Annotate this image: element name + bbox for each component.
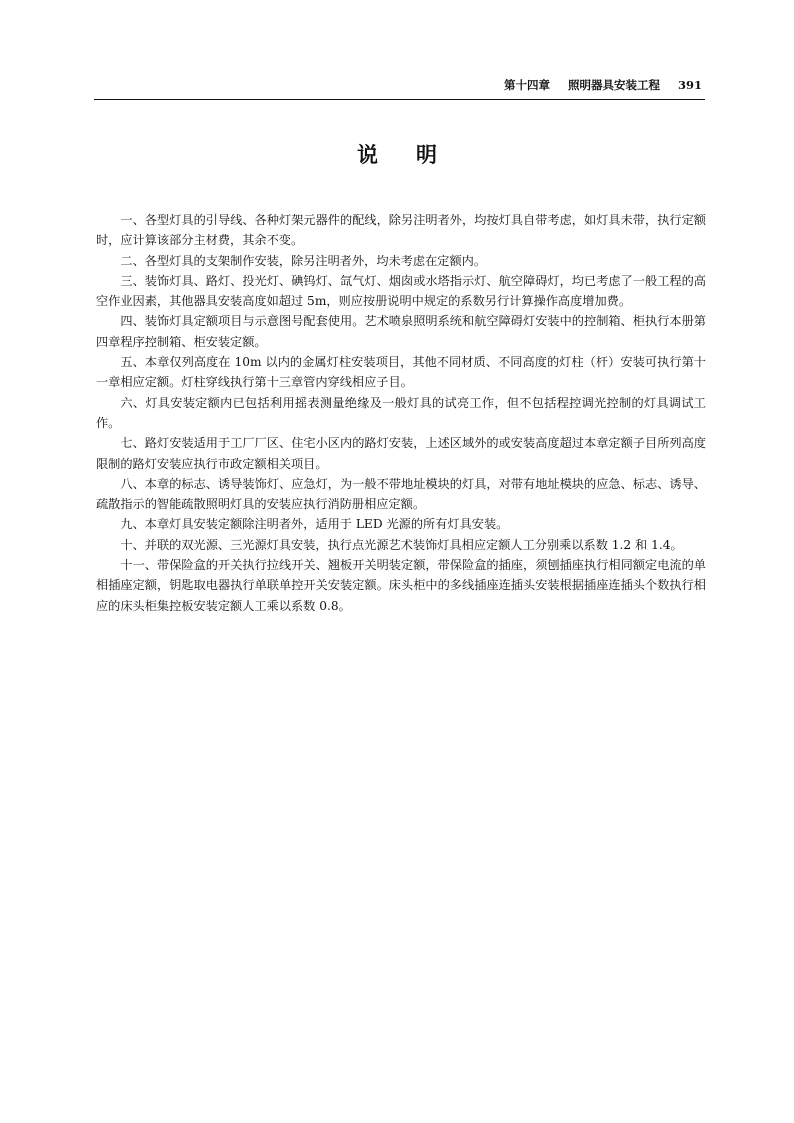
chapter-number: 第十四章 [503, 78, 550, 92]
running-header [96, 76, 702, 94]
header-rule [94, 99, 705, 100]
paragraph: 七、路灯安装适用于工厂厂区、住宅小区内的路灯安装，上述区域外的或安装高度超过本章定额子目所列高度限制的路灯安装应执行市政定额相关项目。 [96, 436, 706, 471]
section-title: 说明 [357, 142, 475, 167]
paragraph: 五、本章仅列高度在 10m 以内的金属灯柱安装项目，其他不同材质、不同高度的灯柱（杆）安装可执行第十一章相应定额。灯柱穿线执行第十三章管内穿线相应子目。 [96, 355, 706, 390]
paragraph: 三、装饰灯具、路灯、投光灯、碘钨灯、氙气灯、烟囱或水塔指示灯、航空障碍灯，均已考虑了一般工程的高空作业因素，其他器具安装高度如超过 5m，则应按册说明中规定的系数另行计算操作高度增加费。 [96, 273, 706, 309]
paragraph: 十、并联的双光源、三光源灯具安装，执行点光源艺术装饰灯具相应定额人工分别乘以系数 1.2 和 1.4。 [120, 537, 683, 552]
paragraph: 一、各型灯具的引导线、各种灯架元器件的配线，除另注明者外，均按灯具自带考虑，如灯具未带，执行定额时，应计算该部分主材费，其余不变。 [96, 213, 706, 248]
paragraph: 二、各型灯具的支架制作安装，除另注明者外，均未考虑在定额内。 [120, 253, 487, 268]
page-number: 391 [677, 78, 702, 92]
paragraph: 四、装饰灯具定额项目与示意图号配套使用。艺术喷泉照明系统和航空障碍灯安装中的控制箱、柜执行本册第四章程序控制箱、柜安装定额。 [96, 314, 706, 349]
paragraph: 九、本章灯具安装定额除注明者外，适用于 LED 光源的所有灯具安装。 [120, 517, 509, 532]
body-text [96, 210, 706, 616]
chapter-title: 照明器具安装工程 [567, 78, 660, 92]
paragraph: 十一、带保险盒的开关执行拉线开关、翘板开关明装定额，带保险盒的插座，须刨插座执行相同额定电流的单相插座定额，钥匙取电器执行单联单控开关安装定额。床头柜中的多线插座连插头安装根据插座连插头个数执行相应的床头柜集控板安装定额人工乘以系数 0.8。 [96, 558, 706, 613]
paragraph: 八、本章的标志、诱导装饰灯、应急灯，为一般不带地址模块的灯具，对带有地址模块的应急、标志、诱导、疏散指示的智能疏散照明灯具的安装应执行消防册相应定额。 [96, 476, 706, 512]
paragraph: 六、灯具安装定额内已包括利用摇表测量绝缘及一般灯具的试亮工作，但不包括程控调光控制的灯具调试工作。 [96, 395, 706, 430]
